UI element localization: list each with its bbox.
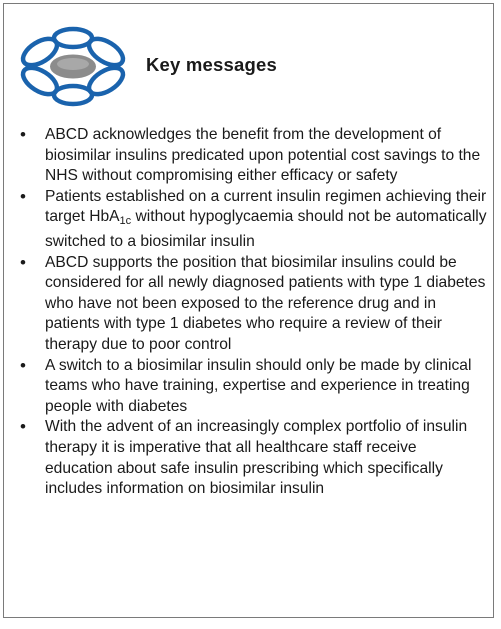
message-text: A switch to a biosimilar insulin should only be made by clinical teams who have training, expertise and experience in treating people with diabetes <box>45 356 472 415</box>
key-messages-box <box>3 3 494 618</box>
bullet-icon: • <box>20 252 26 272</box>
hba1c-subscript: 1c <box>119 215 132 228</box>
bullet-icon: • <box>20 355 26 375</box>
message-text: ABCD acknowledges the benefit from the development of biosimilar insulins predicated upon potential cost savings to the NHS without compromising either efficacy or safety <box>45 126 481 185</box>
message-text: With the advent of an increasingly complex portfolio of insulin therapy it is imperative that all healthcare staff receive education about safe insulin prescribing which specifically includes information on biosimilar insulin <box>45 418 468 498</box>
list-item <box>18 187 488 253</box>
abcd-flower-logo-icon <box>18 24 128 110</box>
bullet-icon: • <box>20 417 26 437</box>
key-messages-list <box>18 125 488 500</box>
message-text-part: Patients established on a current insulin regimen achieving their target HbA <box>45 187 487 226</box>
bullet-icon: • <box>20 125 26 144</box>
list-item <box>18 125 488 187</box>
list-item <box>18 417 488 499</box>
box-title: Key messages <box>146 54 277 75</box>
message-text: ABCD supports the position that biosimilar insulins could be considered for all newly diagnosed patients with type 1 diabetes who have not been exposed to the reference drug and in patients with type 1 diabetes who require a review of their therapy due to poor control <box>45 253 486 353</box>
bullet-icon: • <box>20 186 26 206</box>
list-item <box>18 356 488 418</box>
message-text-part: without hypoglycaemia should not be automatically switched to a biosimilar insulin <box>45 208 487 250</box>
list-item <box>18 253 488 356</box>
